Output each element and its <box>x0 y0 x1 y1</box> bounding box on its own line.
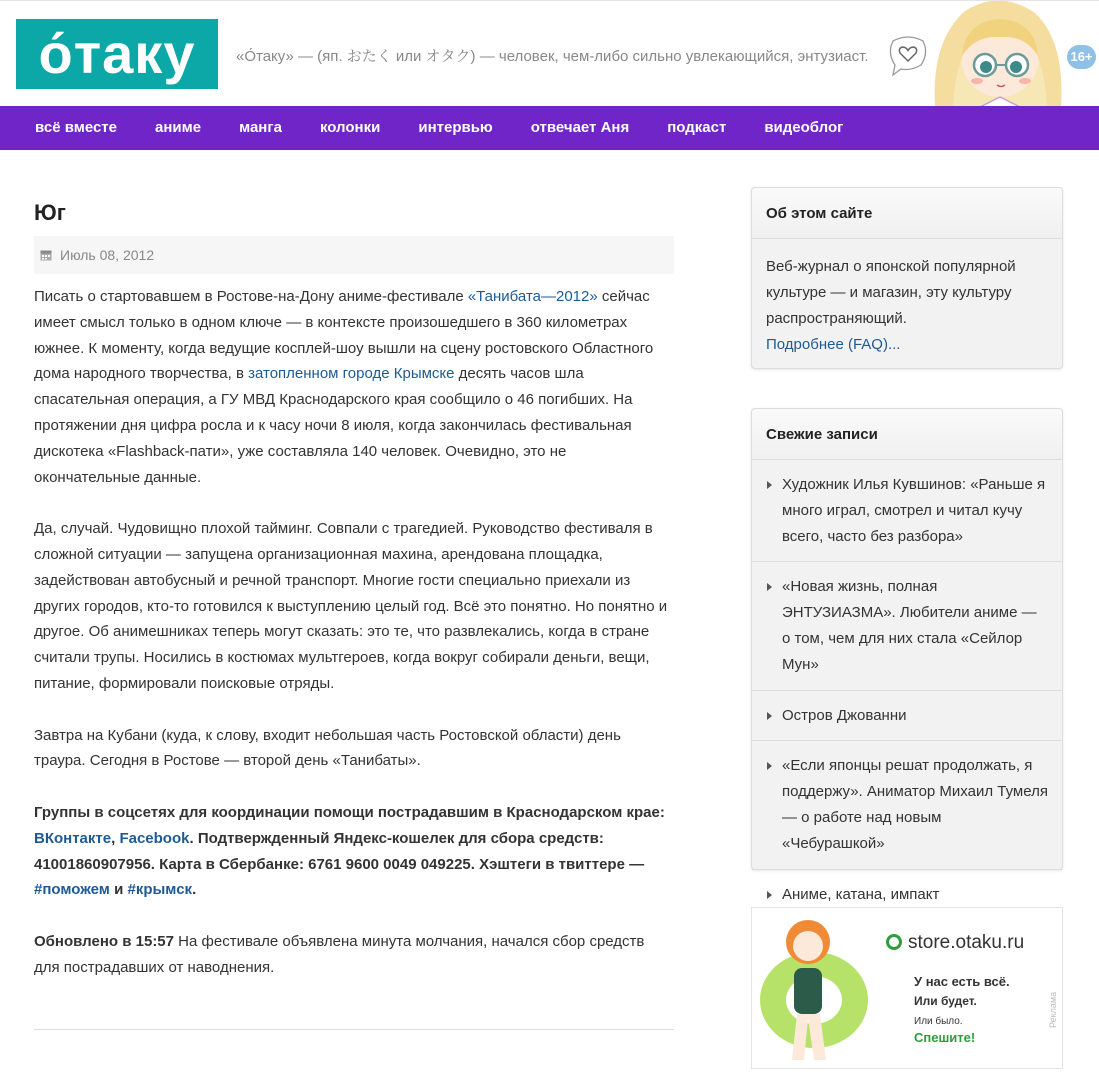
bullet-arrow-icon <box>766 753 782 856</box>
nav-item-manga[interactable]: манга <box>239 119 282 136</box>
about-text: Веб-журнал о японской популярной культуре — и магазин, эту культуру распространяющий. <box>766 258 1016 327</box>
text: Писать о стартовавшем в Ростове-на-Дону аниме-фестивале <box>34 288 468 305</box>
store-logo-icon <box>886 934 902 950</box>
text: . Подтвержденный Яндекс-кошелек для сбора средств: 41001860907956. Карта в Сбербанке: 6761 9600 0049 049225. Хэштеги в твиттере — <box>34 829 645 873</box>
recent-post-title[interactable]: Аниме, катана, импакт <box>782 885 940 903</box>
post-meta <box>34 236 674 274</box>
mascot-girl-image <box>925 1 1075 107</box>
text: , <box>111 829 120 847</box>
post-article <box>34 190 674 1006</box>
nav-item-podcast[interactable]: подкаст <box>667 119 727 136</box>
link-tanibata[interactable]: «Танибата—2012» <box>467 288 598 305</box>
nav-item-anime[interactable]: аниме <box>155 119 202 136</box>
text: десять часов шла спасательная операция, а ГУ МВД Краснодарского края сообщило о 46 погибших. На протяжении дня цифра росла и к часу ночи 8 июля, когда закончилась фестивальная дискотека «Flashback-пати», уже составляла 140 человек. Очевидно, это не окончательные данные. <box>34 365 633 486</box>
ad-mascot-image <box>752 908 892 1069</box>
post-content <box>34 284 674 981</box>
paragraph: Да, случай. Чудовищно плохой тайминг. Совпали с трагедией. Руководство фестиваля в сложной ситуации — запущена организационная махина, арендована площадка, задействован автобусный и речной транспорт. Многие гости специально приехали из других городов, кто-то готовился к выступлению целый год. Всё это понятно. Но понятно и другое. Об анимешниках теперь могут сказать: это те, что развлекались, когда в стране считали трупы. Носились в костюмах мультгероев, когда вокруг собирали деньги, вещи, питание, формировали поисковые отряды. <box>34 520 668 692</box>
recent-post-title[interactable]: «Новая жизнь, полная ЭНТУЗИАЗМА». Любители аниме — о том, чем для них стала «Сейлор Мун» <box>782 578 1037 673</box>
age-rating-badge: 16+ <box>1067 45 1096 69</box>
text: Группы в соцсетях для координации помощи пострадавшим в Краснодарском крае: <box>34 803 665 821</box>
bullet-arrow-icon <box>766 574 782 677</box>
site-logo[interactable]: о́таку <box>16 19 218 89</box>
recent-post-title[interactable]: Художник Илья Кувшинов: «Раньше я много играл, смотрел и читал кучу всего, часто без разбора» <box>782 476 1046 545</box>
about-widget-body <box>752 239 1062 372</box>
ad-mark: Реклама <box>1048 991 1058 1028</box>
recent-posts-title: Свежие записи <box>752 409 1062 460</box>
faq-link[interactable]: Подробнее (FAQ)... <box>766 336 901 353</box>
nav-item-videoblog[interactable]: видеоблог <box>764 119 844 136</box>
nav-item-interviews[interactable]: интервью <box>418 119 493 136</box>
store-ad-banner[interactable] <box>751 907 1063 1069</box>
recent-posts-list <box>752 460 1062 919</box>
recent-post-item[interactable] <box>752 561 1062 689</box>
recent-post-title[interactable]: «Если японцы решат продолжать, я поддержу». Аниматор Михаил Тумеля — о работе над новым «Чебурашкой» <box>782 757 1048 852</box>
help-paragraph <box>34 800 674 903</box>
link-hashtag-krymsk[interactable]: #крымск <box>127 881 193 899</box>
store-url[interactable]: store.otaku.ru <box>908 932 1025 953</box>
text: и <box>109 881 128 899</box>
about-widget <box>751 187 1063 369</box>
text: . <box>192 881 197 899</box>
link-vkontakte[interactable]: ВКонтакте <box>34 829 112 847</box>
bullet-arrow-icon <box>766 703 782 729</box>
link-facebook[interactable]: Facebook <box>119 829 190 847</box>
text: сейчас имеет смысл только в одном ключе — в контексте произошедшего в 360 километрах южнее. К моменту, когда ведущие косплей-шоу вышли на сцену ростовского Областного дома народного творчества, в <box>34 288 654 383</box>
ad-line-3: Или было. <box>914 1016 963 1027</box>
about-widget-title: Об этом сайте <box>752 188 1062 239</box>
ad-line-4: Спешите! <box>914 1030 976 1045</box>
update-paragraph <box>34 929 674 981</box>
nav-item-anya-answers[interactable]: отвечает Аня <box>530 119 630 136</box>
store-name[interactable] <box>886 932 1024 954</box>
recent-post-item[interactable] <box>752 460 1062 561</box>
recent-post-title[interactable]: Остров Джованни <box>782 706 907 724</box>
recent-post-item[interactable] <box>752 690 1062 741</box>
paragraph: Завтра на Кубани (куда, к слову, входит небольшая часть Ростовской области) день траура. Сегодня в Ростове — второй день «Танибаты». <box>34 726 621 770</box>
link-hashtag-pomozhem[interactable]: #поможем <box>34 881 110 899</box>
nav-item-columns[interactable]: колонки <box>319 119 381 136</box>
recent-posts-widget <box>751 408 1063 903</box>
site-tagline: «О́таку» — (яп. おたく или オタク) — человек, чем-либо сильно увлекающийся, энтузиаст. <box>236 48 869 65</box>
post-date: Июль 08, 2012 <box>60 247 155 263</box>
main-nav <box>0 106 1099 150</box>
post-title[interactable]: Юг <box>34 200 66 225</box>
recent-post-item[interactable] <box>752 740 1062 868</box>
link-krymsk[interactable]: затопленном городе Крымске <box>248 365 455 383</box>
update-label: Обновлено в 15:57 <box>34 932 174 950</box>
paragraph <box>34 284 674 490</box>
bullet-arrow-icon <box>766 882 782 908</box>
post-divider <box>34 1029 674 1030</box>
calendar-icon <box>40 249 52 261</box>
ad-line-2: Или будет. <box>914 994 977 1008</box>
nav-item-all[interactable]: всё вместе <box>35 119 117 136</box>
text: На фестивале объявлена минута молчания, начался сбор средств для пострадавших от наводнения. <box>34 932 645 976</box>
bullet-arrow-icon <box>766 472 782 549</box>
site-header <box>0 0 1099 106</box>
ad-line-1: У нас есть всё. <box>914 974 1010 989</box>
